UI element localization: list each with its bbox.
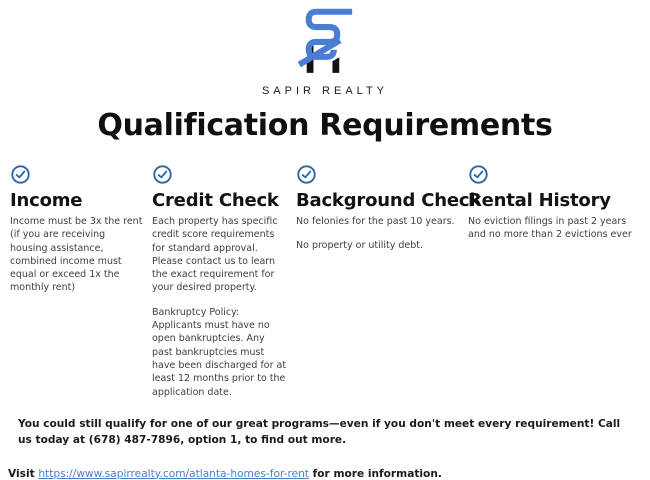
requirement-rental-history [468,164,640,242]
requirement-paragraph: No eviction filings in past 2 years and no more than 2 evictions ever [468,216,632,241]
brand-logo [0,0,650,97]
visit-prefix: Visit [8,467,39,480]
check-circle-icon [152,164,173,185]
requirement-heading: Rental History [468,190,611,211]
check-circle-icon [10,164,31,185]
check-circle-icon [468,164,489,185]
requirement-body [296,215,460,253]
requirement-income [10,164,152,295]
requirements-section [0,164,650,399]
website-link[interactable]: https://www.sapirrealty.com/atlanta-homes-for-rent [38,467,309,480]
page-title: Qualification Requirements [97,108,553,143]
programs-note: You could still qualify for one of our great programs—even if you don't meet every requirement! Call us today at (678) 487-7896, option 1, to find out more. [18,417,621,447]
requirement-heading: Background Check [296,190,482,211]
requirement-background-check [296,164,482,253]
requirement-paragraph: Each property has specific credit score requirements for standard approval. Please contact us to learn the exact requirement for your desired property. [152,216,278,294]
requirement-body [152,215,288,399]
requirement-paragraph: No felonies for the past 10 years. [296,216,455,227]
requirement-heading: Income [10,190,83,211]
check-circle-icon [296,164,317,185]
requirement-heading: Credit Check [152,190,279,211]
sapir-realty-logo-icon [289,7,361,83]
requirement-paragraph: No property or utility debt. [296,240,424,252]
requirement-body [468,215,632,242]
requirement-paragraph: Income must be 3x the rent (if you are receiving housing assistance, combined income must equal or exceed 1x the monthly rent) [10,216,143,294]
brand-name: SAPIR REALTY [261,85,389,97]
requirement-body [10,215,144,295]
requirement-paragraph: Bankruptcy Policy: Applicants must have no open bankruptcies. Any past bankruptcies must have been discharged for at least 12 months prior to the application date. [152,306,287,398]
visit-line [0,468,650,480]
requirement-credit-check [152,164,296,399]
visit-suffix: for more information. [308,467,442,480]
